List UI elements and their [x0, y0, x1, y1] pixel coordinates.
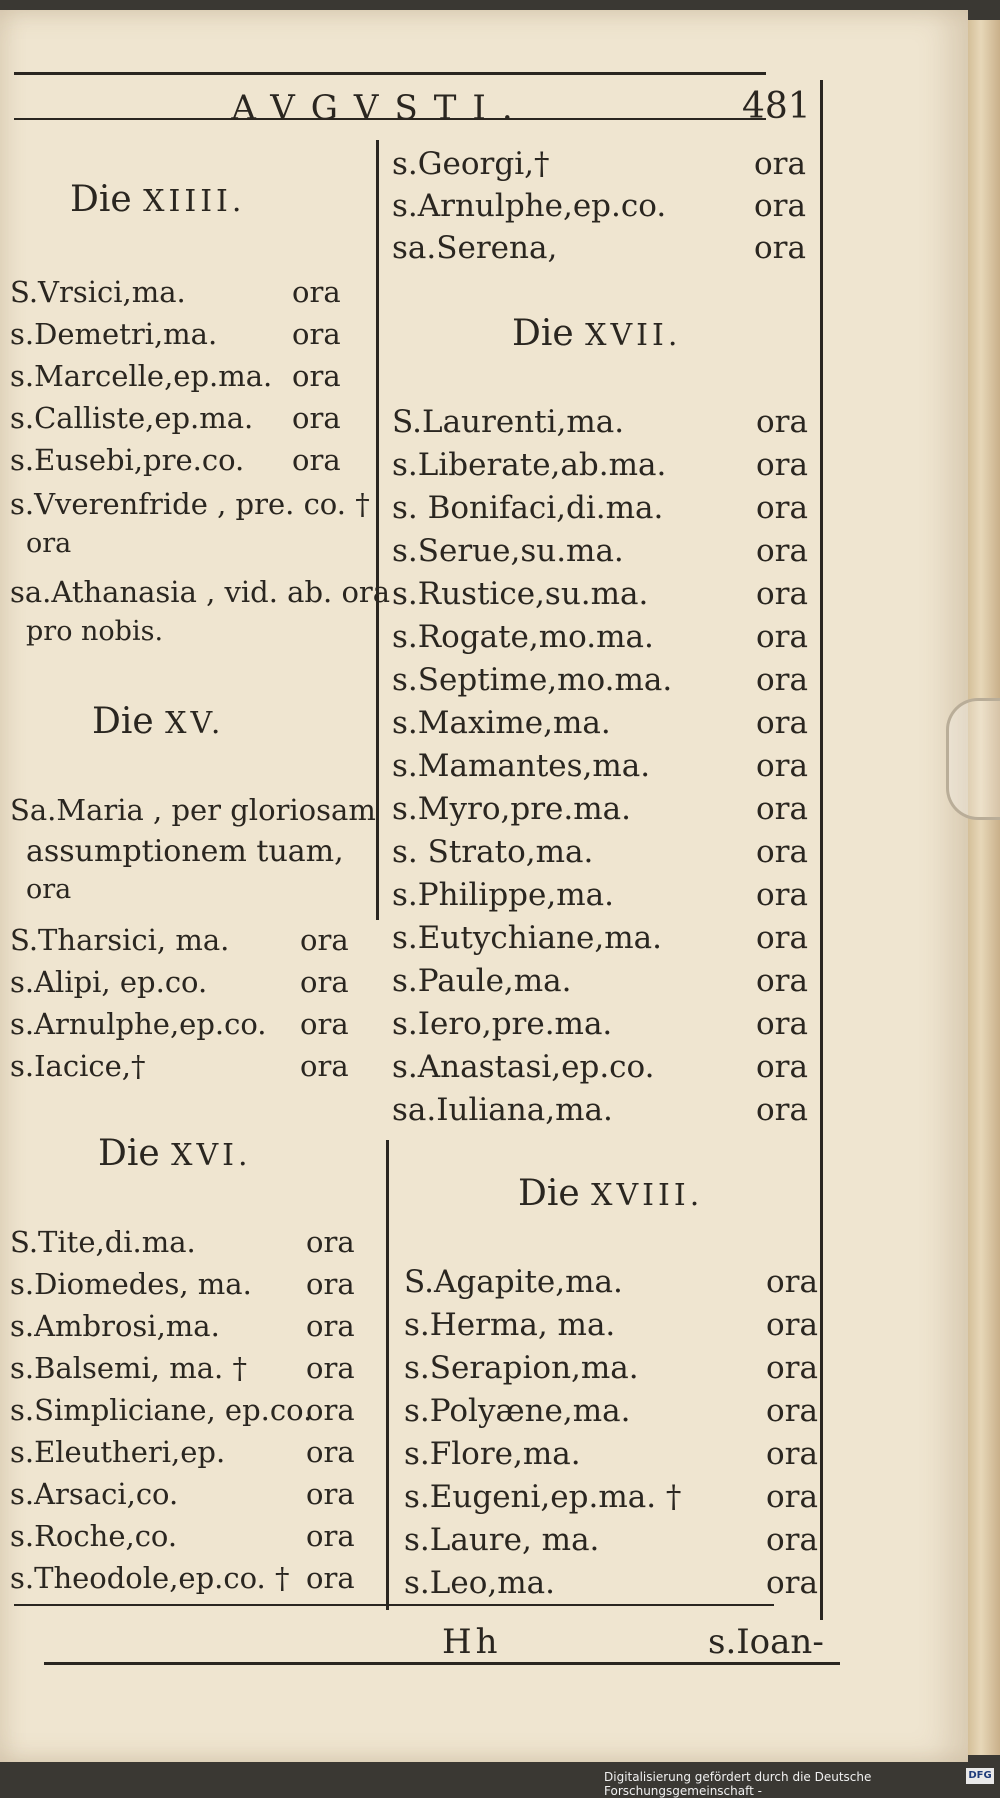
saint-name: s.Paule,ma.: [392, 963, 572, 999]
litany-row: [392, 703, 822, 743]
saint-name: s.Arnulphe,ep.co.: [392, 188, 667, 224]
bottom-rule: [14, 1604, 774, 1606]
ora-response: ora: [766, 1522, 818, 1558]
ora-response: ora: [756, 791, 808, 827]
saint-name: S.Tharsici, ma.: [10, 923, 230, 957]
ora-response: ora: [306, 1435, 355, 1469]
ora-response: ora: [766, 1436, 818, 1472]
litany-row: [10, 398, 370, 438]
ora-response: ora: [756, 920, 808, 956]
ora-response: ora: [292, 443, 341, 477]
litany-row: [392, 531, 822, 571]
ora-response: ora: [766, 1264, 818, 1300]
day-heading: [518, 1172, 703, 1216]
continuation-text: pro nobis.: [26, 616, 164, 647]
catchword: s.Ioan-: [708, 1622, 824, 1662]
saint-name: S.Vrsici,ma.: [10, 275, 186, 309]
saint-name: s.Septime,mo.ma.: [392, 662, 673, 698]
litany-row: [392, 617, 822, 657]
day-prefix: Die: [92, 701, 154, 742]
litany-row: [392, 488, 822, 528]
ora-response: ora: [300, 1007, 349, 1041]
litany-row: [392, 746, 822, 786]
litany-row: [10, 314, 370, 354]
ora-response: ora: [306, 1477, 355, 1511]
ora-response: ora: [756, 619, 808, 655]
ora-response: ora: [306, 1561, 355, 1595]
litany-row: [392, 228, 822, 268]
ora-response: ora: [306, 1393, 355, 1427]
day-heading: [70, 178, 245, 222]
saint-name: S.Laurenti,ma.: [392, 404, 625, 440]
saint-name: s.Serue,su.ma.: [392, 533, 624, 569]
page-title: AVGVSTI.: [231, 88, 529, 128]
ora-response: ora: [756, 877, 808, 913]
day-prefix: Die: [512, 313, 574, 354]
saint-name: sa.Iuliana,ma.: [392, 1092, 613, 1128]
saint-name: s.Roche,co.: [10, 1519, 178, 1553]
saint-name: s. Strato,ma.: [392, 834, 594, 870]
day-numeral: XVI.: [171, 1138, 252, 1173]
litany-row: [10, 1474, 370, 1514]
ora-response: ora: [754, 230, 806, 266]
saint-name: s.Mamantes,ma.: [392, 748, 651, 784]
ora-response: ora: [756, 447, 808, 483]
ora-response: ora: [300, 1049, 349, 1083]
day-numeral: XVII.: [585, 318, 682, 353]
litany-row: [10, 356, 370, 396]
saint-name: s.Myro,pre.ma.: [392, 791, 631, 827]
ora-response: ora: [756, 404, 808, 440]
saint-name: s.Simpliciane, ep.co.: [10, 1393, 313, 1427]
saint-name: s.Maxime,ma.: [392, 705, 611, 741]
litany-row: [10, 962, 370, 1002]
ora-response: ora: [756, 705, 808, 741]
ora-response: ora: [306, 1351, 355, 1385]
litany-row: [10, 1306, 370, 1346]
ora-response: ora: [26, 528, 72, 559]
ora-response: ora: [766, 1393, 818, 1429]
saint-name: s.Eusebi,pre.co.: [10, 443, 245, 477]
litany-row: [392, 832, 822, 872]
ora-response: ora: [756, 576, 808, 612]
day-numeral: XIIII.: [143, 184, 246, 219]
top-rule: [14, 72, 766, 75]
signature-mark: Hh: [442, 1622, 502, 1662]
litany-row: [10, 440, 370, 480]
saint-name: s.Herma, ma.: [404, 1307, 616, 1343]
litany-row: [392, 875, 822, 915]
ora-response: ora: [766, 1479, 818, 1515]
litany-row: [10, 1558, 370, 1598]
footer-rule: [44, 1662, 840, 1665]
ora-response: ora: [756, 963, 808, 999]
saint-name: s.Laure, ma.: [404, 1522, 600, 1558]
litany-row: [10, 1046, 370, 1086]
saint-name: s.Flore,ma.: [404, 1436, 581, 1472]
ora-response: ora: [292, 275, 341, 309]
day-numeral: XVIII.: [591, 1178, 704, 1213]
saint-name: s.Vverenfride , pre. co. †: [10, 487, 370, 521]
litany-row: [10, 1390, 370, 1430]
saint-name: s.Georgi,†: [392, 146, 550, 182]
litany-row: [10, 790, 376, 830]
ora-response: ora: [292, 401, 341, 435]
saint-name: s.Alipi, ep.co.: [10, 965, 208, 999]
ora-response: ora: [754, 188, 806, 224]
ora-response: ora: [756, 748, 808, 784]
ora-response: ora: [756, 1092, 808, 1128]
litany-row: [10, 1348, 370, 1388]
ora-response: ora: [756, 1006, 808, 1042]
ora-response: ora: [292, 359, 341, 393]
column-divider-upper: [376, 140, 379, 920]
litany-row: [392, 789, 822, 829]
litany-row: [392, 402, 822, 442]
saint-name: sa.Athanasia , vid. ab. ora: [10, 575, 391, 609]
litany-row: [10, 1516, 370, 1556]
litany-row: [392, 144, 822, 184]
saint-name: s.Philippe,ma.: [392, 877, 614, 913]
ora-response: ora: [766, 1350, 818, 1386]
ora-response: ora: [26, 874, 72, 905]
saint-name: s.Marcelle,ep.ma.: [10, 359, 273, 393]
ora-response: ora: [756, 533, 808, 569]
saint-name: sa.Serena,: [392, 230, 558, 266]
saint-name: s.Eutychiane,ma.: [392, 920, 662, 956]
ora-response: ora: [756, 1049, 808, 1085]
saint-name: s.Leo,ma.: [404, 1565, 555, 1601]
saint-name: s.Iacice,†: [10, 1049, 146, 1083]
ora-response: ora: [306, 1309, 355, 1343]
litany-row: [392, 574, 822, 614]
day-heading: [92, 700, 224, 744]
saint-name: s.Liberate,ab.ma.: [392, 447, 667, 483]
page-edge: [968, 20, 1000, 1755]
litany-row: [10, 1004, 370, 1044]
litany-row: [10, 572, 391, 612]
litany-row: [10, 920, 370, 960]
litany-row: [392, 186, 822, 226]
day-numeral: XV.: [165, 706, 225, 741]
saint-name: S.Agapite,ma.: [404, 1264, 623, 1300]
saint-name: s.Rogate,mo.ma.: [392, 619, 654, 655]
saint-name: Sa.Maria , per gloriosam: [10, 793, 376, 827]
litany-row: [10, 1222, 370, 1262]
litany-row: [392, 445, 822, 485]
saint-name: s.Theodole,ep.co. †: [10, 1561, 290, 1595]
day-heading: [512, 312, 681, 356]
column-divider-lower: [386, 1140, 389, 1610]
ora-response: ora: [292, 317, 341, 351]
litany-row: [404, 1434, 834, 1474]
dfg-logo: DFG: [966, 1768, 994, 1784]
ora-response: ora: [306, 1519, 355, 1553]
litany-row: [392, 918, 822, 958]
day-heading: [98, 1132, 252, 1176]
litany-row: [404, 1520, 834, 1560]
litany-row: [10, 1264, 370, 1304]
digitization-credit: Digitalisierung gefördert durch die Deutsche Forschungsgemeinschaft -: [604, 1770, 872, 1798]
ora-response: ora: [766, 1307, 818, 1343]
litany-row: [392, 1090, 822, 1130]
litany-row: [392, 961, 822, 1001]
ora-response: ora: [300, 965, 349, 999]
saint-name: s.Eleutheri,ep.: [10, 1435, 226, 1469]
litany-row: [10, 1432, 370, 1472]
ora-response: ora: [766, 1565, 818, 1601]
day-prefix: Die: [98, 1133, 160, 1174]
litany-row: [404, 1305, 834, 1345]
saint-name: s.Arnulphe,ep.co.: [10, 1007, 267, 1041]
litany-row: [404, 1391, 834, 1431]
ora-response: ora: [754, 146, 806, 182]
litany-row: [404, 1477, 834, 1517]
litany-row: [10, 484, 370, 524]
continuation-text: assumptionem tuam,: [26, 834, 344, 869]
saint-name: s.Polyæne,ma.: [404, 1393, 631, 1429]
ora-response: ora: [306, 1267, 355, 1301]
saint-name: s.Serapion,ma.: [404, 1350, 639, 1386]
saint-name: s.Eugeni,ep.ma. †: [404, 1479, 682, 1515]
page-number: 481: [742, 86, 811, 127]
saint-name: s.Calliste,ep.ma.: [10, 401, 254, 435]
litany-row: [404, 1348, 834, 1388]
saint-name: s.Balsemi, ma. †: [10, 1351, 247, 1385]
ora-response: ora: [756, 490, 808, 526]
ora-response: ora: [756, 834, 808, 870]
saint-name: s.Diomedes, ma.: [10, 1267, 252, 1301]
saint-name: s. Bonifaci,di.ma.: [392, 490, 664, 526]
ora-response: ora: [300, 923, 349, 957]
saint-name: s.Rustice,su.ma.: [392, 576, 649, 612]
day-prefix: Die: [518, 1173, 580, 1214]
litany-row: [392, 1047, 822, 1087]
saint-name: s.Arsaci,co.: [10, 1477, 179, 1511]
litany-row: [10, 272, 370, 312]
saint-name: s.Iero,pre.ma.: [392, 1006, 613, 1042]
saint-name: S.Tite,di.ma.: [10, 1225, 196, 1259]
day-prefix: Die: [70, 179, 132, 220]
ora-response: ora: [306, 1225, 355, 1259]
page-tab-clip: [946, 698, 1000, 820]
litany-row: [392, 1004, 822, 1044]
litany-row: [392, 660, 822, 700]
saint-name: s.Demetri,ma.: [10, 317, 218, 351]
saint-name: s.Ambrosi,ma.: [10, 1309, 220, 1343]
litany-row: [404, 1563, 834, 1603]
ora-response: ora: [756, 662, 808, 698]
saint-name: s.Anastasi,ep.co.: [392, 1049, 655, 1085]
litany-row: [404, 1262, 834, 1302]
